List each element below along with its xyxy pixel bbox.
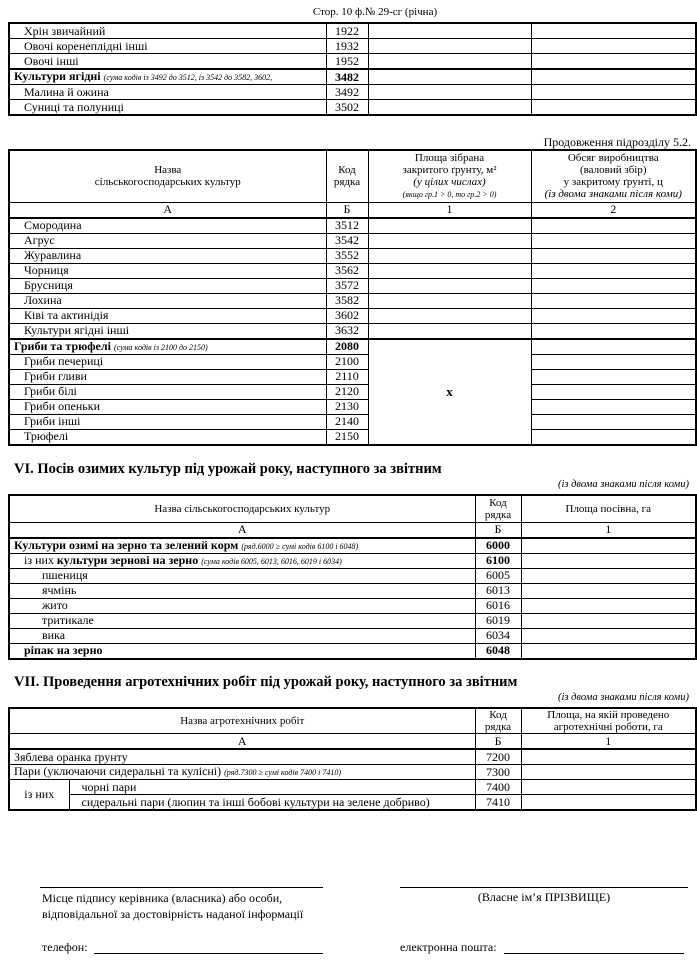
row-name [9, 538, 475, 554]
column-letter: А [9, 522, 475, 538]
row-label: Гриби білі [24, 384, 77, 398]
area-input[interactable] [521, 538, 696, 554]
table-row [9, 399, 696, 414]
row-label: чорні пари [81, 779, 137, 794]
table-row [9, 765, 696, 780]
header-code: Код рядка [475, 495, 521, 522]
row-label: ріпак на зерно [24, 643, 103, 657]
area-input[interactable] [521, 643, 696, 659]
header-col1: Площа зібрана закритого ґрунту, м² (у цілих числах) (якщо гр.1 > 0, то гр.2 > 0) [368, 150, 531, 202]
volume-input[interactable] [531, 414, 696, 429]
row-code: 3502 [326, 100, 368, 116]
row-name [9, 414, 326, 429]
area-input[interactable] [368, 85, 531, 100]
volume-input[interactable] [531, 369, 696, 384]
column-letter: 1 [521, 734, 696, 750]
row-label: жито [42, 598, 68, 612]
row-name [9, 429, 326, 445]
volume-input[interactable] [531, 233, 696, 248]
table-row [9, 628, 696, 643]
row-label: Гриби печериці [24, 354, 104, 368]
phone-field[interactable] [94, 953, 323, 954]
section6-title: VI. Посів озимих культур під урожай року, наступного за звітним [14, 461, 442, 477]
row-name [9, 598, 475, 613]
volume-input[interactable] [531, 323, 696, 339]
volume-input[interactable] [531, 293, 696, 308]
column-letter: Б [475, 734, 521, 750]
table-row [9, 54, 696, 70]
table-row [9, 354, 696, 369]
section7-note: (із двома знаками після коми) [557, 692, 689, 703]
row-code: 6048 [475, 643, 521, 659]
row-note: (сума кодів із 2100 до 2150) [113, 342, 208, 352]
row-name [9, 399, 326, 414]
area-input[interactable] [521, 628, 696, 643]
row-code: 2110 [326, 369, 368, 384]
row-label: Культури озимі на зерно та зелений корм [14, 537, 239, 552]
table-row [9, 780, 696, 795]
volume-input[interactable] [531, 100, 696, 116]
row-code: 3572 [326, 278, 368, 293]
table-crops-continued [8, 149, 697, 446]
row-code: 7400 [475, 780, 521, 795]
row-code: 2080 [326, 339, 368, 355]
row-label: культури зернові на зерно [56, 553, 199, 567]
area-input[interactable] [521, 780, 696, 795]
row-code: 1922 [326, 23, 368, 39]
row-name [9, 568, 475, 583]
area-input[interactable] [521, 795, 696, 811]
row-label: Овочі коренеплідні інші [24, 38, 148, 53]
row-name [9, 339, 326, 355]
area-input[interactable] [521, 553, 696, 568]
header-name: Назва сільськогосподарських культур [9, 150, 326, 202]
row-label: сидеральні пари (люпин та інші бобові культури на зелене добриво) [81, 794, 430, 809]
volume-input[interactable] [531, 39, 696, 54]
header-name: Назва сільськогосподарських культур [9, 495, 475, 522]
row-name [9, 39, 326, 54]
area-input[interactable] [521, 749, 696, 765]
column-letter: Б [326, 202, 368, 218]
table-row [9, 384, 696, 399]
row-code: 3552 [326, 248, 368, 263]
table-row [9, 233, 696, 248]
volume-input[interactable] [531, 248, 696, 263]
row-label: Культури ягідні [14, 69, 101, 83]
table-row [9, 39, 696, 54]
row-label: Ківі та актинідія [24, 308, 109, 322]
table-winter-crops [8, 494, 697, 660]
table-row [9, 538, 696, 554]
row-code: 3512 [326, 218, 368, 234]
row-prefix: із них [24, 553, 57, 567]
row-label: Трюфелі [24, 429, 69, 443]
row-code: 2100 [326, 354, 368, 369]
row-code: 6100 [475, 553, 521, 568]
row-label: Суниці та полуниці [24, 99, 124, 114]
table-row [9, 263, 696, 278]
table-row [9, 339, 696, 355]
header-name: Назва агротехнічних робіт [9, 708, 475, 734]
row-label: пшениця [42, 568, 88, 582]
row-name [9, 278, 326, 293]
header-code: Код рядка [326, 150, 368, 202]
table-row [9, 278, 696, 293]
row-name [9, 308, 326, 323]
row-code: 6034 [475, 628, 521, 643]
row-code: 2150 [326, 429, 368, 445]
area-input[interactable] [368, 293, 531, 308]
area-input[interactable] [368, 308, 531, 323]
area-input[interactable] [368, 23, 531, 39]
row-code: 2120 [326, 384, 368, 399]
row-label: Лохина [24, 293, 62, 307]
row-code: 7200 [475, 749, 521, 765]
row-label: Хрін звичайний [24, 23, 106, 38]
area-input[interactable] [368, 69, 531, 85]
name-caption: (Власне ім’я ПРІЗВИЩЕ) [477, 890, 611, 904]
row-name [9, 628, 475, 643]
row-name [9, 749, 475, 765]
row-name [9, 263, 326, 278]
row-label: Гриби опеньки [24, 399, 101, 413]
page-header: Стор. 10 ф.№ 29-сг (річна) [312, 6, 438, 18]
row-label: Смородина [24, 218, 82, 232]
table-row [9, 248, 696, 263]
table-row [9, 643, 696, 659]
row-label: тритикале [42, 613, 94, 627]
row-label: Малина й ожина [24, 84, 109, 99]
volume-input[interactable] [531, 354, 696, 369]
row-code: 1952 [326, 54, 368, 70]
not-applicable-cell: x [368, 339, 531, 445]
table-row [9, 429, 696, 445]
signature-caption: Місце підпису керівника (власника) або особи, відповідальної за достовірність наданої інформації [42, 891, 304, 921]
row-code: 1932 [326, 39, 368, 54]
area-input[interactable] [368, 278, 531, 293]
row-label: Чорниця [24, 263, 69, 277]
row-code: 3632 [326, 323, 368, 339]
row-label: Зяблева оранка ґрунту [14, 749, 128, 764]
table-row [9, 308, 696, 323]
area-input[interactable] [521, 583, 696, 598]
row-label: ячмінь [42, 583, 77, 597]
section6-note: (із двома знаками після коми) [557, 479, 689, 490]
row-code: 6016 [475, 598, 521, 613]
row-note: (ряд.6000 ≥ сумі кодів 6100 і 6048) [241, 541, 359, 551]
row-label: Журавлина [24, 248, 82, 262]
row-name [9, 54, 326, 70]
volume-input[interactable] [531, 308, 696, 323]
email-label: електронна пошта: [400, 940, 497, 954]
row-label: Гриби гливи [24, 369, 87, 383]
row-code: 6000 [475, 538, 521, 554]
table-row [9, 568, 696, 583]
row-name [9, 369, 326, 384]
area-input[interactable] [368, 39, 531, 54]
column-letter: А [9, 202, 326, 218]
row-name [9, 553, 475, 568]
area-input[interactable] [521, 598, 696, 613]
table-row [9, 293, 696, 308]
row-code: 6019 [475, 613, 521, 628]
row-name [9, 354, 326, 369]
row-code: 2140 [326, 414, 368, 429]
row-name [9, 248, 326, 263]
table-row [9, 613, 696, 628]
area-input[interactable] [368, 100, 531, 116]
table-agro-works [8, 707, 697, 811]
row-code: 2130 [326, 399, 368, 414]
area-input[interactable] [368, 233, 531, 248]
table-row [9, 583, 696, 598]
row-name [69, 780, 475, 795]
area-input[interactable] [521, 765, 696, 780]
row-code: 3562 [326, 263, 368, 278]
area-input[interactable] [368, 248, 531, 263]
row-name [9, 765, 475, 780]
name-line [400, 887, 688, 888]
volume-input[interactable] [531, 23, 696, 39]
row-name [9, 583, 475, 598]
column-letter: А [9, 734, 475, 750]
volume-input[interactable] [531, 339, 696, 355]
row-code: 3482 [326, 69, 368, 85]
row-code: 3542 [326, 233, 368, 248]
area-input[interactable] [521, 613, 696, 628]
table-row [9, 369, 696, 384]
table-row [9, 749, 696, 765]
row-code: 6005 [475, 568, 521, 583]
row-label: Агрус [24, 233, 55, 247]
row-label: Гриби та трюфелі [14, 338, 111, 353]
volume-input[interactable] [531, 85, 696, 100]
row-name [9, 293, 326, 308]
table-row [9, 323, 696, 339]
row-name [9, 85, 326, 100]
area-input[interactable] [368, 218, 531, 234]
area-input[interactable] [368, 323, 531, 339]
volume-input[interactable] [531, 384, 696, 399]
area-input[interactable] [368, 54, 531, 70]
row-name [9, 613, 475, 628]
row-code: 6013 [475, 583, 521, 598]
column-letter: Б [475, 522, 521, 538]
continuation-label: Продовження підрозділу 5.2. [543, 135, 691, 149]
volume-input[interactable] [531, 218, 696, 234]
row-label: Гриби інші [24, 414, 81, 428]
volume-input[interactable] [531, 54, 696, 70]
row-name [9, 323, 326, 339]
row-label: вика [42, 628, 66, 642]
signature-line [40, 887, 323, 888]
row-name [9, 233, 326, 248]
table-crops-top [8, 22, 697, 116]
table-row [9, 85, 696, 100]
row-code: 3582 [326, 293, 368, 308]
table-row [9, 414, 696, 429]
volume-input[interactable] [531, 278, 696, 293]
section7-title: VII. Проведення агротехнічних робіт під урожай року, наступного за звітним [14, 674, 518, 690]
row-code: 7410 [475, 795, 521, 811]
row-name [9, 218, 326, 234]
row-label: Брусниця [24, 278, 73, 292]
row-code: 3492 [326, 85, 368, 100]
table-row [9, 598, 696, 613]
table-row [9, 795, 696, 811]
row-code: 7300 [475, 765, 521, 780]
volume-input[interactable] [531, 399, 696, 414]
header-col1: Площа посівна, га [521, 495, 696, 522]
table-row [9, 553, 696, 568]
table-row [9, 69, 696, 85]
row-label: Овочі інші [24, 53, 79, 68]
volume-input[interactable] [531, 429, 696, 445]
row-name [9, 384, 326, 399]
row-name [9, 23, 326, 39]
column-letter: 2 [531, 202, 696, 218]
table-row [9, 218, 696, 234]
row-name [69, 795, 475, 811]
table-row [9, 23, 696, 39]
header-code: Код рядка [475, 708, 521, 734]
volume-input[interactable] [531, 263, 696, 278]
area-input[interactable] [521, 568, 696, 583]
row-note: (сума кодів із 3492 до 3512, із 3542 до 3582, 3602, [103, 73, 273, 82]
row-note: (сума кодів 6005, 6013, 6016, 6019 і 6034) [201, 556, 342, 566]
row-label: Пари (уключаючи сидеральні та кулісні) [14, 764, 222, 778]
email-field[interactable] [504, 953, 684, 954]
table-row [9, 100, 696, 116]
group-label: із них [9, 780, 69, 811]
row-note: (ряд.7300 ≥ сумі кодів 7400 і 7410) [224, 768, 341, 777]
row-name [9, 100, 326, 116]
volume-input[interactable] [531, 69, 696, 85]
area-input[interactable] [368, 263, 531, 278]
phone-label: телефон: [42, 940, 88, 954]
header-col1: Площа, на якій проведено агротехнічні роботи, га [521, 708, 696, 734]
row-name [9, 643, 475, 659]
header-col2: Обсяг виробництва (валовий збір) у закритому ґрунті, ц (із двома знаками після коми) [531, 150, 696, 202]
row-label: Культури ягідні інші [24, 323, 130, 337]
row-name [9, 69, 326, 85]
column-letter: 1 [368, 202, 531, 218]
column-letter: 1 [521, 522, 696, 538]
row-code: 3602 [326, 308, 368, 323]
